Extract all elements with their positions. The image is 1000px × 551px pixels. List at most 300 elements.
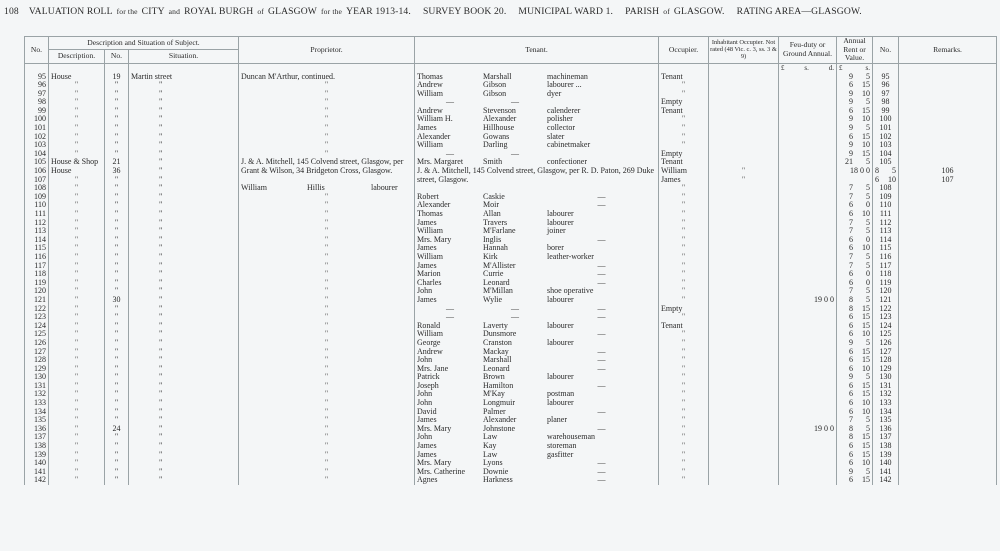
row-proprietor: " — [239, 244, 415, 253]
row-house-number: " — [105, 459, 129, 468]
table-row — [25, 425, 997, 434]
row-description: " — [49, 313, 105, 322]
table-row — [25, 141, 997, 150]
row-occupier: " — [659, 330, 709, 339]
header-text: of — [257, 7, 264, 16]
row-feu-duty — [779, 468, 837, 477]
row-house-number: " — [105, 201, 129, 210]
col-number-header: No. — [105, 50, 129, 63]
row-number-repeat: 96 — [873, 81, 899, 90]
row-number: 95 — [25, 73, 49, 82]
row-inhabitant — [709, 115, 779, 124]
header-text: for the — [321, 7, 343, 16]
row-number: 109 — [25, 193, 49, 202]
row-tenant — [415, 227, 659, 236]
col-description-group-header: Description and Situation of Subject. — [49, 37, 239, 50]
row-inhabitant — [709, 124, 779, 133]
row-inhabitant — [709, 158, 779, 167]
row-situation: " — [129, 90, 239, 99]
row-situation: " — [129, 124, 239, 133]
row-number-repeat: 138 — [873, 442, 899, 451]
tenant-occupation: planer — [547, 416, 568, 425]
row-number-repeat: 105 — [873, 158, 899, 167]
row-inhabitant — [709, 390, 779, 399]
row-proprietor: " — [239, 262, 415, 271]
row-number-repeat: 137 — [873, 433, 899, 442]
row-tenant — [415, 115, 659, 124]
tenant-first-name: Mrs. Mary — [417, 459, 452, 468]
tenant-surname: Hillis — [307, 184, 325, 193]
row-remarks — [899, 279, 997, 288]
row-remarks — [899, 270, 997, 279]
row-number: 120 — [25, 287, 49, 296]
row-feu-duty — [779, 382, 837, 391]
row-number-repeat: 109 — [873, 193, 899, 202]
row-proprietor: " — [239, 193, 415, 202]
row-number: 132 — [25, 390, 49, 399]
row-occupier: " — [659, 279, 709, 288]
header-text: ROYAL BURGH — [184, 6, 254, 17]
row-annual-rent: 6 15 — [837, 313, 873, 322]
row-house-number: 24 — [105, 425, 129, 434]
row-house-number: 30 — [105, 296, 129, 305]
table-row — [25, 356, 997, 365]
row-occupier: " — [659, 124, 709, 133]
row-occupier: " — [659, 210, 709, 219]
tenant-occupation: labourer — [547, 210, 574, 218]
row-feu-duty — [779, 184, 837, 193]
row-description: " — [49, 150, 105, 159]
row-tenant — [415, 133, 659, 142]
tenant-first-name: Thomas — [417, 210, 443, 218]
row-description: " — [49, 81, 105, 90]
row-proprietor: " — [239, 305, 415, 314]
row-number-repeat: 111 — [873, 210, 899, 219]
tenant-occupation: — — [597, 313, 606, 322]
row-inhabitant — [709, 356, 779, 365]
tenant-occupation: gasfitter — [547, 450, 574, 459]
row-description: " — [49, 90, 105, 99]
row-annual-rent: 8 15 — [837, 305, 873, 314]
tenant-occupation: leather-worker — [547, 252, 594, 261]
row-tenant — [415, 124, 659, 133]
row-number: 126 — [25, 339, 49, 348]
valuation-table — [24, 36, 997, 485]
row-number-repeat: 136 — [873, 425, 899, 434]
row-occupier: " — [659, 356, 709, 365]
row-annual-rent: 6 15 — [837, 81, 873, 90]
header-text: and — [168, 7, 181, 16]
col-no2-header: No. — [873, 37, 899, 64]
row-number: 136 — [25, 425, 49, 434]
tenant-occupation: — — [597, 235, 606, 244]
row-number: 108 — [25, 184, 49, 193]
row-situation: " — [129, 451, 239, 460]
row-inhabitant — [709, 279, 779, 288]
row-remarks — [899, 244, 997, 253]
row-description: " — [49, 476, 105, 485]
row-tenant — [415, 313, 659, 322]
tenant-occupation: — — [597, 270, 606, 279]
row-number-repeat: 120 — [873, 287, 899, 296]
tenant-first-name: John — [417, 390, 433, 399]
row-proprietor: " — [239, 425, 415, 434]
table-row — [25, 73, 997, 82]
tenant-occupation: — — [597, 381, 606, 390]
row-tenant — [415, 98, 659, 107]
row-number: 131 — [25, 382, 49, 391]
row-number: 104 — [25, 150, 49, 159]
row-number: 111 — [25, 210, 49, 219]
table-row — [25, 313, 997, 322]
row-occupier: " — [659, 133, 709, 142]
tenant-first-name: Alexander — [417, 132, 451, 141]
row-proprietor: " — [239, 356, 415, 365]
row-occupier: " — [659, 81, 709, 90]
row-description: " — [49, 339, 105, 348]
header-text: SURVEY BOOK 20. — [422, 6, 507, 17]
row-proprietor: " — [239, 451, 415, 460]
table-row — [25, 330, 997, 339]
row-description: " — [49, 210, 105, 219]
row-occupier: " — [659, 253, 709, 262]
row-description: " — [49, 416, 105, 425]
row-annual-rent: 7 5 — [837, 184, 873, 193]
table-row — [25, 262, 997, 271]
row-situation: " — [129, 201, 239, 210]
row-description: " — [49, 201, 105, 210]
row-tenant — [415, 287, 659, 296]
row-occupier: " — [659, 399, 709, 408]
row-number-repeat: 142 — [873, 476, 899, 485]
tenant-surname: M'Millan — [483, 287, 513, 296]
tenant-surname: Travers — [483, 218, 508, 227]
tenant-surname: Gibson — [483, 81, 507, 90]
row-feu-duty — [779, 193, 837, 202]
row-house-number: " — [105, 373, 129, 382]
row-feu-duty — [779, 279, 837, 288]
row-feu-duty — [779, 133, 837, 142]
row-number: 125 — [25, 330, 49, 339]
row-inhabitant — [779, 167, 837, 176]
row-annual-rent: 6 15 — [837, 390, 873, 399]
table-row — [25, 373, 997, 382]
tenant-first-name: William — [417, 330, 443, 339]
row-feu-duty — [779, 348, 837, 357]
row-proprietor: " — [239, 399, 415, 408]
row-feu-duty — [779, 98, 837, 107]
row-remarks — [899, 141, 997, 150]
row-inhabitant — [709, 442, 779, 451]
tenant-occupation: polisher — [547, 115, 573, 124]
row-number: 127 — [25, 348, 49, 357]
row-tenant — [415, 459, 659, 468]
row-occupier: Empty — [659, 98, 709, 107]
row-proprietor: Duncan M'Arthur, continued. — [239, 73, 415, 82]
row-feu-duty — [779, 356, 837, 365]
tenant-first-name: — — [446, 304, 455, 313]
row-proprietor: " — [239, 339, 415, 348]
tenant-first-name: James — [417, 450, 437, 459]
row-remarks — [899, 296, 997, 305]
tenant-first-name: Andrew — [417, 347, 443, 356]
row-number: 129 — [25, 365, 49, 374]
tenant-occupation: — — [597, 278, 606, 287]
row-inhabitant — [709, 348, 779, 357]
table-row — [25, 150, 997, 159]
header-text: for the — [116, 7, 138, 16]
row-tenant — [415, 382, 659, 391]
row-proprietor: " — [239, 270, 415, 279]
tenant-first-name: James — [417, 124, 437, 133]
row-annual-rent: 6 10 — [873, 176, 899, 185]
tenant-occupation — [547, 98, 656, 107]
row-annual-rent: 6 15 — [837, 451, 873, 460]
row-situation: " — [129, 330, 239, 339]
row-tenant — [415, 425, 659, 434]
row-remarks — [899, 305, 997, 314]
row-situation: " — [129, 287, 239, 296]
row-remarks — [899, 382, 997, 391]
row-feu-duty — [779, 124, 837, 133]
tenant-occupation: machineman — [547, 72, 588, 81]
row-annual-rent: 9 10 — [837, 90, 873, 99]
col-rent-header: Annual Rent or Value. — [837, 37, 873, 64]
tenant-first-name: William — [417, 141, 443, 150]
row-feu-duty — [779, 390, 837, 399]
row-feu-duty — [779, 219, 837, 228]
table-row — [25, 236, 997, 245]
tenant-occupation: slater — [547, 132, 565, 141]
row-description: " — [49, 141, 105, 150]
row-description: " — [49, 253, 105, 262]
row-description: " — [49, 107, 105, 116]
row-number: 101 — [25, 124, 49, 133]
row-description: " — [49, 98, 105, 107]
row-occupier: " — [659, 433, 709, 442]
tenant-first-name: Thomas — [417, 72, 443, 81]
row-tenant — [415, 296, 659, 305]
row-house-number: " — [105, 90, 129, 99]
row-occupier: " — [659, 442, 709, 451]
row-occupier: " — [659, 365, 709, 374]
row-number-repeat: 130 — [873, 373, 899, 382]
row-number-repeat: 118 — [873, 270, 899, 279]
row-remarks — [899, 373, 997, 382]
row-house-number: " — [105, 416, 129, 425]
row-tenant — [415, 219, 659, 228]
row-remarks — [899, 73, 997, 82]
units-row — [25, 63, 997, 73]
tenant-surname: Marshall — [483, 356, 512, 365]
tenant-occupation: borer — [547, 244, 564, 253]
row-inhabitant — [709, 184, 779, 193]
tenant-surname: Lyons — [483, 459, 503, 468]
row-remarks — [899, 107, 997, 116]
row-remarks — [899, 81, 997, 90]
tenant-first-name: John — [417, 287, 433, 296]
row-annual-rent: 6 15 — [837, 356, 873, 365]
row-house-number: " — [105, 227, 129, 236]
tenant-first-name: Marion — [417, 270, 441, 279]
tenant-occupation: storeman — [547, 442, 577, 451]
row-description: " — [49, 219, 105, 228]
row-number: 123 — [25, 313, 49, 322]
tenant-occupation: — — [597, 201, 606, 210]
row-tenant — [415, 107, 659, 116]
tenant-first-name: Andrew — [417, 81, 443, 90]
tenant-surname: Johnstone — [483, 424, 516, 433]
row-annual-rent: 6 15 — [837, 382, 873, 391]
tenant-occupation: collector — [547, 124, 575, 133]
row-inhabitant — [709, 322, 779, 331]
row-tenant — [415, 244, 659, 253]
row-inhabitant — [709, 476, 779, 485]
row-number: 115 — [25, 244, 49, 253]
row-occupier: " — [659, 227, 709, 236]
row-inhabitant — [709, 296, 779, 305]
row-remarks — [899, 115, 997, 124]
row-house-number: " — [105, 262, 129, 271]
row-number-repeat: 129 — [873, 365, 899, 374]
row-feu-duty: 19 0 0 — [779, 296, 837, 305]
row-house-number: " — [105, 150, 129, 159]
tenant-occupation: calenderer — [547, 106, 581, 115]
row-remarks — [899, 433, 997, 442]
row-proprietor: " — [239, 330, 415, 339]
row-description: " — [49, 356, 105, 365]
row-feu-duty — [779, 115, 837, 124]
row-feu-duty — [779, 244, 837, 253]
tenant-occupation: — — [597, 356, 606, 365]
tenant-occupation: joiner — [547, 227, 566, 236]
row-tenant — [659, 167, 709, 176]
tenant-surname: Brown — [483, 373, 505, 382]
row-annual-rent: 7 5 — [837, 287, 873, 296]
row-tenant — [415, 262, 659, 271]
tenant-first-name: James — [417, 295, 437, 304]
row-tenant — [415, 270, 659, 279]
tenant-surname: — — [511, 313, 520, 322]
tenant-surname: Inglis — [483, 235, 502, 244]
row-house-number: " — [105, 184, 129, 193]
row-number: 103 — [25, 141, 49, 150]
tenant-first-name: William H. — [417, 115, 453, 124]
row-occupier: Tenant — [659, 107, 709, 116]
row-annual-rent: 6 10 — [837, 399, 873, 408]
row-remarks — [899, 468, 997, 477]
row-feu-duty — [779, 158, 837, 167]
tenant-surname: Moir — [483, 201, 500, 210]
row-house-number: " — [105, 107, 129, 116]
row-house-number: " — [105, 219, 129, 228]
row-situation: Martin street — [129, 73, 239, 82]
tenant-first-name: Andrew — [417, 106, 443, 115]
table-row — [25, 296, 997, 305]
row-remarks — [899, 339, 997, 348]
tenant-surname: Dunsmore — [483, 330, 517, 339]
row-remarks — [899, 476, 997, 485]
row-occupier: " — [659, 262, 709, 271]
row-number-repeat: 141 — [873, 468, 899, 477]
row-feu-duty: 18 0 0 — [837, 167, 873, 176]
row-remarks — [899, 193, 997, 202]
row-occupier: " — [659, 236, 709, 245]
row-house-number: " — [105, 322, 129, 331]
row-situation: " — [129, 115, 239, 124]
row-description: " — [49, 305, 105, 314]
tenant-surname: Caskie — [483, 192, 505, 201]
row-number-repeat: 122 — [873, 305, 899, 314]
row-number: 121 — [25, 296, 49, 305]
row-remarks — [899, 219, 997, 228]
row-annual-rent: 9 5 — [837, 73, 873, 82]
table-row — [25, 416, 997, 425]
row-situation: " — [129, 313, 239, 322]
tenant-first-name: Alexander — [417, 201, 451, 210]
row-tenant — [415, 253, 659, 262]
row-tenant — [415, 90, 659, 99]
row-tenant — [415, 373, 659, 382]
row-feu-duty — [779, 90, 837, 99]
col-description-header: Description. — [49, 50, 105, 63]
row-proprietor: J. & A. Mitchell, 145 Colvend street, Glasgow, per R. D. Paton, 269 Duke street, Glasgow. — [415, 167, 659, 193]
row-house-number: " — [105, 287, 129, 296]
table-row — [25, 270, 997, 279]
tenant-first-name: James — [417, 416, 437, 425]
tenant-first-name: William — [417, 227, 443, 236]
row-number: 134 — [25, 408, 49, 417]
row-remarks — [899, 451, 997, 460]
row-tenant — [239, 184, 415, 193]
tenant-first-name: John — [417, 399, 433, 408]
row-house-number: " — [105, 176, 129, 185]
row-number-repeat: 121 — [873, 296, 899, 305]
tenant-surname: Cranston — [483, 338, 512, 347]
row-feu-duty — [779, 305, 837, 314]
row-number: 137 — [25, 433, 49, 442]
row-proprietor: " — [239, 433, 415, 442]
row-inhabitant — [709, 270, 779, 279]
row-tenant — [415, 150, 659, 159]
row-number: 133 — [25, 399, 49, 408]
table-row — [25, 459, 997, 468]
table-row — [25, 348, 997, 357]
row-occupier: " — [659, 201, 709, 210]
tenant-surname: Hannah — [483, 244, 508, 253]
row-description: " — [49, 322, 105, 331]
table-row — [25, 81, 997, 90]
row-house-number: " — [105, 365, 129, 374]
tenant-occupation: labourer — [371, 184, 398, 193]
tenant-first-name: Agnes — [417, 476, 438, 485]
header-text: YEAR 1913-14. — [346, 6, 411, 17]
row-feu-duty — [779, 262, 837, 271]
row-tenant — [415, 442, 659, 451]
row-description: " — [49, 330, 105, 339]
row-tenant — [415, 201, 659, 210]
row-annual-rent: 9 5 — [837, 468, 873, 477]
tenant-surname: Longmuir — [483, 399, 516, 408]
tenant-first-name: Mrs. Catherine — [417, 467, 466, 476]
col-no-header: No. — [25, 37, 49, 64]
row-proprietor: " — [239, 365, 415, 374]
row-situation: " — [129, 476, 239, 485]
tenant-first-name: — — [446, 149, 455, 158]
row-description: " — [49, 451, 105, 460]
row-number: 122 — [25, 305, 49, 314]
row-inhabitant — [709, 433, 779, 442]
